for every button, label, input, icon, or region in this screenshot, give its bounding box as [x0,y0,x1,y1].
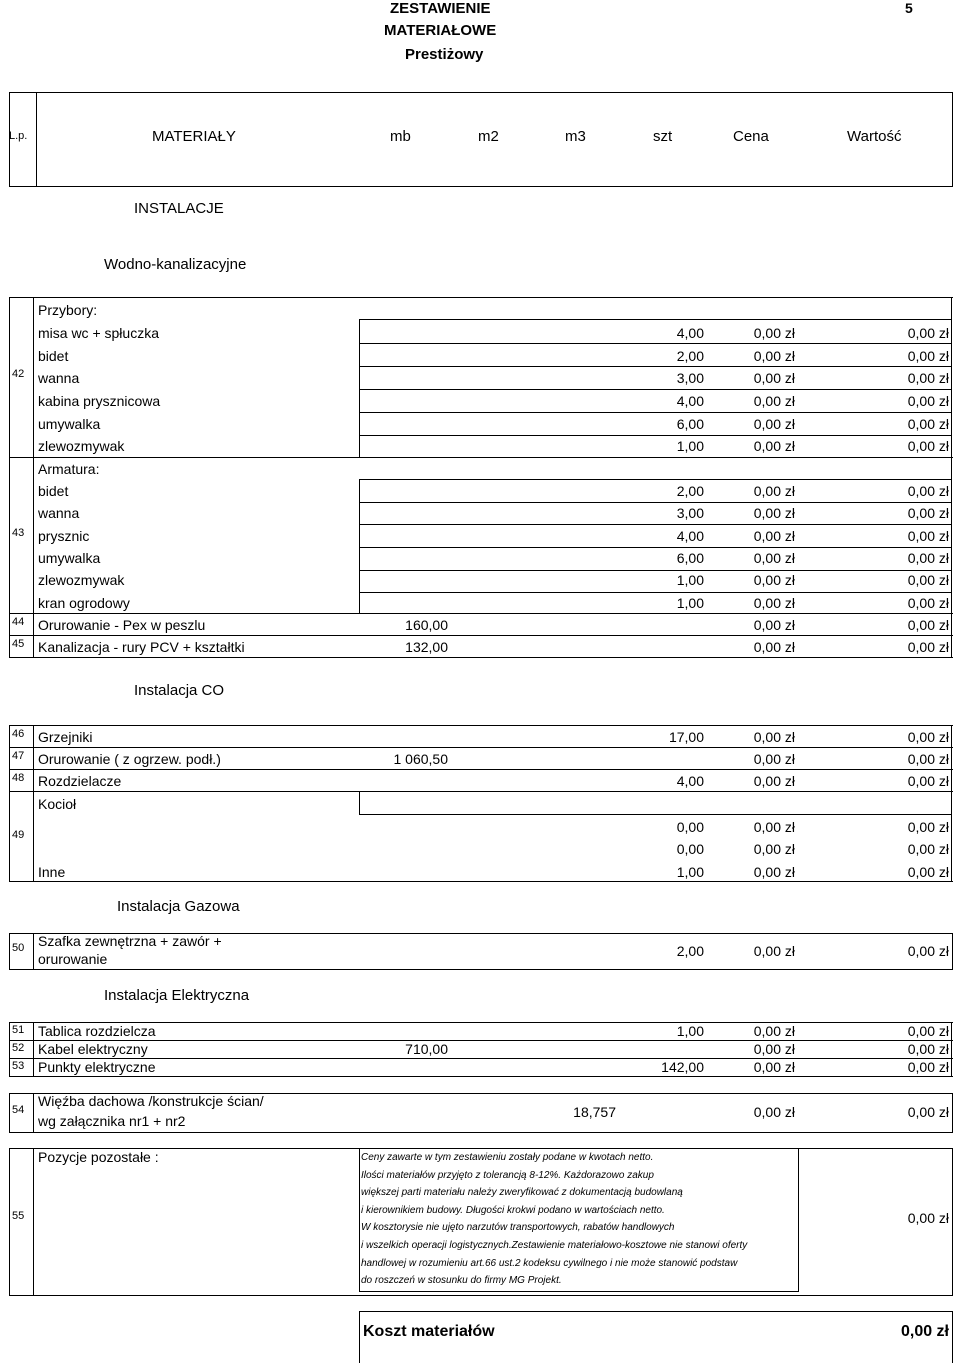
item-number: 49 [12,829,25,841]
note-line: do roszczeń w stosunku do firmy MG Projekt. [361,1275,562,1286]
value: 0,00 zł [907,572,949,588]
item-number: 54 [12,1104,25,1116]
price: 0,00 zł [753,483,795,499]
group-label: Kocioł [38,796,77,812]
price: 0,00 zł [753,550,795,566]
value: 0,00 zł [907,819,949,835]
value: 0,00 zł [907,1210,949,1226]
col-lp: L.p. [9,130,28,142]
value: 0,00 zł [907,438,949,454]
price: 0,00 zł [753,505,795,521]
note-line: i kierownikiem budowy. Długości krokwi podano w wartościach netto. [361,1205,665,1216]
quantity-szt: 2,00 [676,943,704,959]
material-name: umywalka [38,416,101,432]
value: 0,00 zł [907,841,949,857]
material-name: misa wc + spłuczka [38,325,159,341]
price: 0,00 zł [753,348,795,364]
quantity-szt: 2,00 [676,348,704,364]
col-szt: szt [653,128,673,145]
col-m3: m3 [565,128,586,145]
price: 0,00 zł [753,751,795,767]
value: 0,00 zł [907,1104,949,1120]
col-cena: Cena [733,128,769,145]
title-line-1: ZESTAWIENIE [390,0,491,17]
material-name: umywalka [38,550,101,566]
price: 0,00 zł [753,639,795,655]
price: 0,00 zł [753,841,795,857]
item-number: 46 [12,728,25,740]
price: 0,00 zł [753,1104,795,1120]
quantity-szt: 17,00 [668,729,704,745]
item-number: 45 [12,638,25,650]
price: 0,00 zł [753,595,795,611]
item-number: 43 [12,527,25,539]
col-m2: m2 [478,128,499,145]
col-materialy: MATERIAŁY [152,128,236,145]
item-number: 53 [12,1060,25,1072]
item-number: 52 [12,1042,25,1054]
material-name: Kanalizacja - rury PCV + kształtki [38,639,245,655]
price: 0,00 zł [753,864,795,880]
price: 0,00 zł [753,572,795,588]
price: 0,00 zł [753,943,795,959]
value: 0,00 zł [907,1023,949,1039]
value: 0,00 zł [907,729,949,745]
value: 0,00 zł [907,528,949,544]
value: 0,00 zł [907,864,949,880]
price: 0,00 zł [753,393,795,409]
section-instalacje: INSTALACJE [134,200,224,217]
price: 0,00 zł [753,773,795,789]
col-wartosc: Wartość [847,128,902,145]
material-name-line2: wg załącznika nr1 + nr2 [38,1113,186,1129]
quantity-szt: 4,00 [676,393,704,409]
price: 0,00 zł [753,528,795,544]
value: 0,00 zł [907,1059,949,1075]
section-gaz: Instalacja Gazowa [117,898,240,915]
group-label: Przybory: [38,302,98,318]
material-name-line1: Więźba dachowa /konstrukcje ścian/ [38,1093,264,1109]
page-number: 5 [905,0,913,16]
quantity-szt: 3,00 [676,505,704,521]
section-co: Instalacja CO [134,682,225,699]
note-line: Ceny zawarte w tym zestawieniu zostały podane w kwotach netto. [361,1152,654,1163]
material-name: bidet [38,348,69,364]
price: 0,00 zł [753,617,795,633]
material-name: wanna [38,505,80,521]
value: 0,00 zł [907,416,949,432]
note-line: Ilości materiałów przyjęto z tolerancją 8-12%. Każdorazowo zakup [361,1170,654,1181]
material-name: zlewozmywak [38,572,125,588]
item-number: 51 [12,1024,25,1036]
material-name: kran ogrodowy [38,595,130,611]
value: 0,00 zł [907,617,949,633]
price: 0,00 zł [753,729,795,745]
quantity-szt: 1,00 [676,572,704,588]
note-line: i wszelkich operacji logistycznych.Zestawienie materiałowo-kosztowe nie stanowi oferty [361,1240,748,1251]
quantity-szt: 1,00 [676,1023,704,1039]
value: 0,00 zł [907,773,949,789]
item-number: 44 [12,616,25,628]
quantity-szt: 142,00 [661,1059,704,1075]
note-line: handlowej w rozumieniu art.66 ust.2 kodeksu cywilnego i nie może stanowić podstaw [361,1258,738,1269]
quantity-szt: 2,00 [676,483,704,499]
material-name: kabina prysznicowa [38,393,161,409]
quantity-mb: 132,00 [405,639,448,655]
material-name: Grzejniki [38,729,93,745]
title-line-3: Prestiżowy [405,46,484,63]
note-line: większej parti materiału należy zweryfikować z dokumentacją budowlaną [361,1187,683,1198]
col-mb: mb [390,128,411,145]
value: 0,00 zł [907,550,949,566]
price: 0,00 zł [753,1023,795,1039]
price: 0,00 zł [753,1041,795,1057]
note-line: W kosztorysie nie ujęto narzutów transportowych, rabatów handlowych [361,1222,675,1233]
item-number: 48 [12,772,25,784]
section-elektr: Instalacja Elektryczna [104,987,250,1004]
total-value: 0,00 zł [900,1323,949,1340]
material-name: Orurowanie ( z ogrzew. podł.) [38,751,221,767]
material-name: Punkty elektryczne [38,1059,156,1075]
quantity-szt: 0,00 [676,841,704,857]
material-name: bidet [38,483,69,499]
item-number: 55 [12,1210,25,1222]
quantity-m3: 18,757 [573,1104,616,1120]
quantity-mb: 710,00 [405,1041,448,1057]
value: 0,00 zł [907,370,949,386]
material-name: Kabel elektryczny [38,1041,148,1057]
value: 0,00 zł [907,325,949,341]
material-name: Rozdzielacze [38,773,122,789]
value: 0,00 zł [907,943,949,959]
quantity-mb: 160,00 [405,617,448,633]
price: 0,00 zł [753,370,795,386]
price: 0,00 zł [753,416,795,432]
price: 0,00 zł [753,1059,795,1075]
value: 0,00 zł [907,639,949,655]
quantity-szt: 6,00 [676,416,704,432]
price: 0,00 zł [753,325,795,341]
quantity-szt: 4,00 [676,773,704,789]
item-number: 50 [12,942,25,954]
material-name: Pozycje pozostałe : [38,1149,159,1165]
quantity-szt: 1,00 [676,438,704,454]
value: 0,00 zł [907,348,949,364]
quantity-szt: 3,00 [676,370,704,386]
material-name-line1: Szafka zewnętrzna + zawór + [38,933,222,949]
item-number: 42 [12,368,25,380]
material-name-line2: orurowanie [38,951,108,967]
value: 0,00 zł [907,1041,949,1057]
group-label: Inne [38,864,66,880]
quantity-szt: 0,00 [676,819,704,835]
quantity-szt: 6,00 [676,550,704,566]
quantity-mb: 1 060,50 [393,751,448,767]
value: 0,00 zł [907,751,949,767]
material-name: Tablica rozdzielcza [38,1023,156,1039]
quantity-szt: 4,00 [676,528,704,544]
value: 0,00 zł [907,505,949,521]
price: 0,00 zł [753,438,795,454]
quantity-szt: 1,00 [676,864,704,880]
material-name: Orurowanie - Pex w peszlu [38,617,206,633]
quantity-szt: 1,00 [676,595,704,611]
value: 0,00 zł [907,393,949,409]
item-number: 47 [12,750,25,762]
section-wodkan: Wodno-kanalizacyjne [104,256,247,273]
value: 0,00 zł [907,595,949,611]
value: 0,00 zł [907,483,949,499]
quantity-szt: 4,00 [676,325,704,341]
material-name: wanna [38,370,80,386]
material-name: zlewozmywak [38,438,125,454]
title-line-2: MATERIAŁOWE [384,22,497,39]
group-label: Armatura: [38,461,100,477]
price: 0,00 zł [753,819,795,835]
material-name: prysznic [38,528,90,544]
total-label: Koszt materiałów [363,1323,495,1340]
